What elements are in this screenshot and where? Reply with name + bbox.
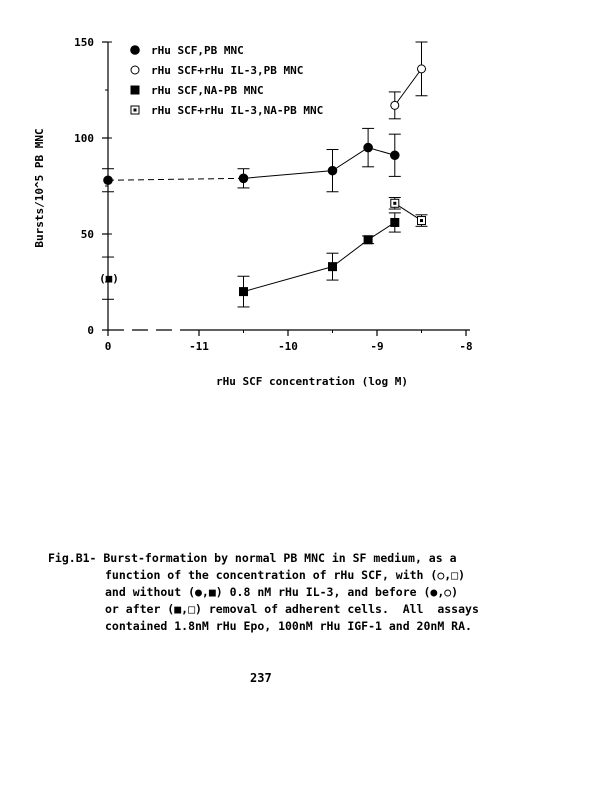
data-point (328, 166, 337, 175)
tick-labels (74, 36, 473, 353)
legend-entry: rHu SCF+rHu IL-3,NA-PB MNC (151, 104, 324, 117)
page-number: 237 (250, 671, 272, 685)
data-point (418, 65, 426, 73)
data-point (239, 174, 248, 183)
y-tick-label: 0 (87, 324, 94, 337)
legend-entry: rHu SCF+rHu IL-3,PB MNC (151, 64, 304, 77)
series-line-segment (108, 178, 244, 180)
caption-line: Fig.B1- Burst-formation by normal PB MNC in SF medium, as a (48, 551, 457, 565)
x-tick-label: 0 (104, 340, 112, 353)
open-square-center (134, 109, 137, 112)
caption-line: contained 1.8nM rHu Epo, 100nM rHu IGF-1 and 20nM RA. (105, 619, 472, 633)
data-markers (99, 65, 425, 296)
data-point (240, 288, 248, 296)
x-tick-label: -11 (189, 340, 209, 353)
data-point (391, 101, 399, 109)
caption-line: function of the concentration of rHu SCF, with (○,□) (105, 568, 466, 582)
y-tick-label: 150 (74, 36, 94, 49)
legend-marker (131, 86, 139, 94)
open-square-center (393, 202, 396, 205)
legend-marker (131, 46, 140, 55)
data-point (391, 218, 399, 226)
legend-entry: rHu SCF,NA-PB MNC (151, 84, 264, 97)
data-point (364, 143, 373, 152)
figure-caption (48, 550, 568, 635)
legend-entry: rHu SCF,PB MNC (151, 44, 244, 57)
legend-marker (131, 106, 139, 114)
x-tick-label: -9 (370, 340, 384, 353)
series-lines (108, 69, 422, 292)
x-tick-label: -8 (459, 340, 473, 353)
data-point (391, 199, 399, 207)
y-tick-label: 100 (74, 132, 94, 145)
caption-line: or after (■,□) removal of adherent cells. All assays (105, 602, 479, 616)
legend-marker (131, 66, 139, 74)
data-point (329, 263, 337, 271)
series-line-segment (244, 171, 333, 179)
series-line-segment (395, 69, 422, 105)
error-bars (102, 42, 428, 307)
open-square-center (420, 219, 423, 222)
chart-legend (131, 44, 323, 117)
x-axis-title: rHu SCF concentration (log M) (215, 375, 409, 388)
x-tick-label: -10 (278, 340, 298, 353)
series-line-segment (244, 267, 333, 292)
y-tick-label: 50 (80, 228, 94, 241)
data-point (418, 217, 426, 225)
data-point (364, 236, 372, 244)
data-point-label: (■) (99, 272, 119, 286)
y-axis-title: Bursts/10^5 PB MNC (33, 128, 46, 248)
caption-line: and without (●,■) 0.8 nM rHu IL-3, and before (●,○) (105, 585, 459, 599)
data-point (104, 176, 113, 185)
data-point (391, 151, 400, 160)
